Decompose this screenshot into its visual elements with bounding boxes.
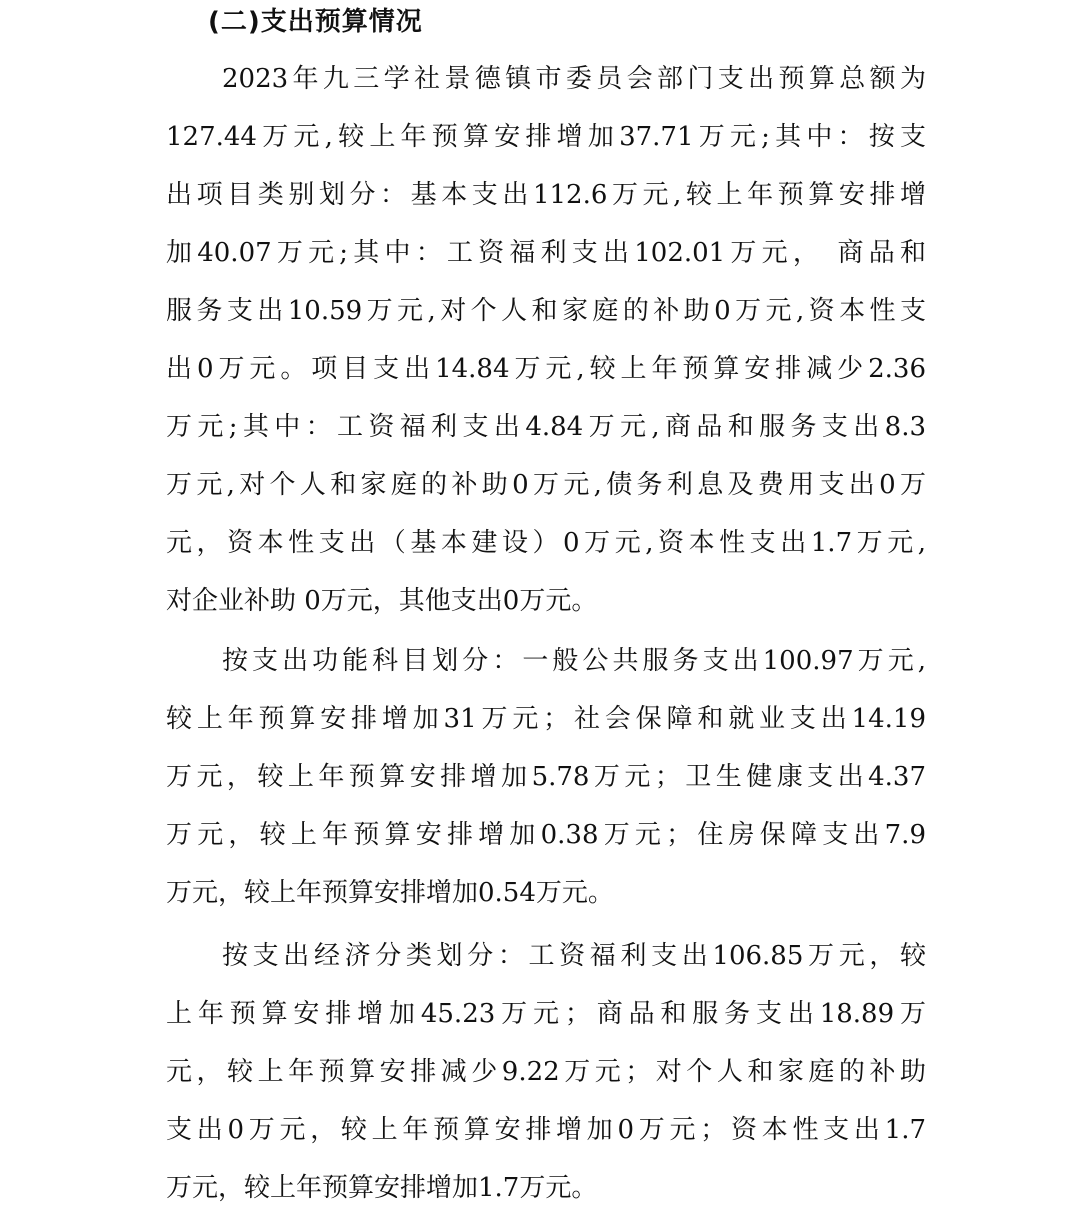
text-line: 万元;其中：工资福利支出4.84万元,商品和服务支出8.3	[166, 412, 926, 442]
paragraph-economic-classification	[166, 927, 926, 1217]
text-line: 服务支出10.59万元,对个人和家庭的补助0万元,资本性支	[166, 296, 926, 326]
text-line: 万元，较上年预算安排增加5.78万元；卫生健康支出4.37	[166, 762, 926, 792]
paragraph-total-budget	[166, 50, 926, 630]
text-line: 按支出经济分类划分：工资福利支出106.85万元，较	[222, 941, 926, 971]
text-line: 较上年预算安排增加31万元；社会保障和就业支出14.19	[166, 704, 926, 734]
text-line: 元，较上年预算安排减少9.22万元；对个人和家庭的补助	[166, 1057, 926, 1087]
text-line: 出0万元。项目支出14.84万元,较上年预算安排减少2.36	[166, 354, 926, 384]
section-heading: (二)支出预算情况	[208, 7, 423, 37]
text-line: 对企业补助 0万元，其他支出0万元。	[166, 586, 598, 616]
text-line: 127.44万元,较上年预算安排增加37.71万元;其中：按支	[166, 122, 926, 152]
text-line: 万元，较上年预算安排增加0.54万元。	[166, 878, 614, 908]
text-line: 加40.07万元;其中：工资福利支出102.01万元， 商品和	[166, 238, 926, 268]
text-line: 支出0万元，较上年预算安排增加0万元；资本性支出1.7	[166, 1115, 926, 1145]
text-line: 出项目类别划分：基本支出112.6万元,较上年预算安排增	[166, 180, 926, 210]
text-line: 2023年九三学社景德镇市委员会部门支出预算总额为	[222, 64, 926, 94]
text-line: 万元，较上年预算安排增加1.7万元。	[166, 1173, 598, 1203]
text-line: 元，资本性支出（基本建设）0万元,资本性支出1.7万元,	[166, 528, 926, 558]
paragraph-functional-classification	[166, 632, 926, 922]
text-line: 万元，较上年预算安排增加0.38万元；住房保障支出7.9	[166, 820, 926, 850]
text-line: 万元,对个人和家庭的补助0万元,债务利息及费用支出0万	[166, 470, 926, 500]
text-line: 上年预算安排增加45.23万元；商品和服务支出18.89万	[166, 999, 926, 1029]
text-line: 按支出功能科目划分：一般公共服务支出100.97万元,	[222, 646, 926, 676]
